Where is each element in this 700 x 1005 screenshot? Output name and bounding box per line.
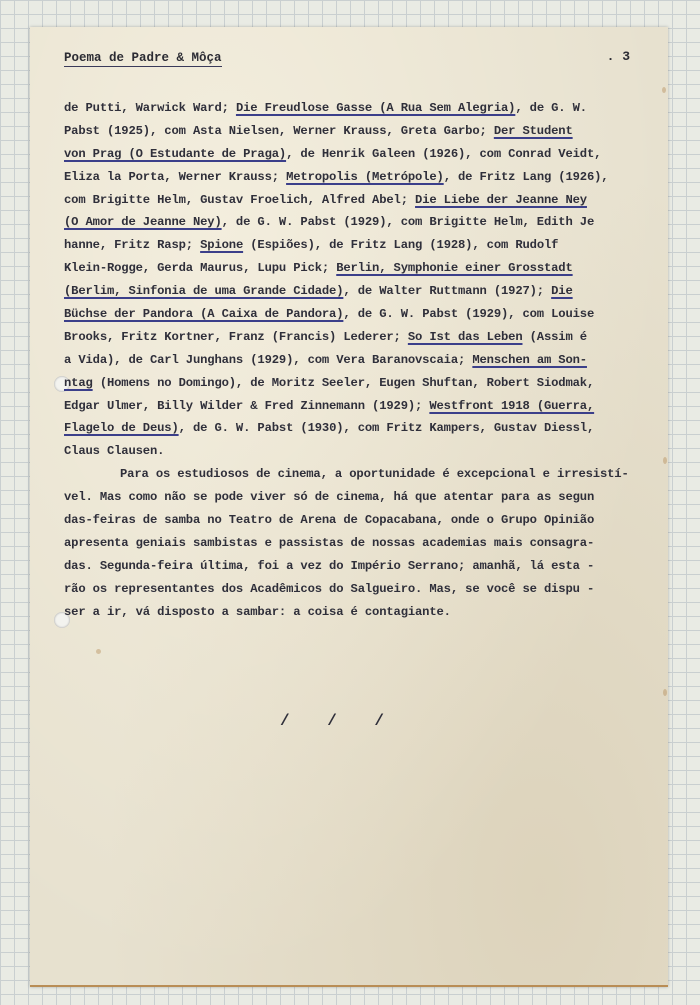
underlined-film-title: So Ist das Leben xyxy=(407,329,523,344)
text-line xyxy=(64,532,664,555)
underlined-film-title: Büchse der Pandora (A Caixa de Pandora) xyxy=(64,307,344,322)
text-segment: , de G. W. Pabst (1929), com Louise xyxy=(343,307,595,322)
text-line xyxy=(64,601,664,624)
text-segment: (Homens no Domingo), de Moritz Seeler, Eugen Shuftan, Robert Siodmak, xyxy=(92,375,595,390)
text-line xyxy=(64,166,664,189)
text-segment: Brooks, Fritz Kortner, Franz (Francis) Lederer; xyxy=(64,329,408,344)
underlined-film-title: von Prag (O Estudante de Praga) xyxy=(64,146,287,161)
body-text xyxy=(64,97,664,623)
text-segment: rão os representantes dos Acadêmicos do Salgueiro. Mas, se você se dispu - xyxy=(64,581,595,596)
text-line xyxy=(64,120,664,143)
text-line xyxy=(64,280,664,303)
rust-stain xyxy=(663,689,667,696)
underlined-film-title: Die Liebe der Jeanne Ney xyxy=(415,192,587,207)
text-line xyxy=(64,257,664,280)
underlined-film-title: Spione xyxy=(200,238,244,253)
text-line xyxy=(64,189,664,212)
text-segment: vel. Mas como não se pode viver só de cinema, há que atentar para as segun xyxy=(64,490,595,505)
text-line xyxy=(64,143,664,166)
underlined-film-title: Metropolis (Metrópole) xyxy=(286,169,444,184)
text-line xyxy=(64,440,664,463)
underlined-film-title: Westfront 1918 (Guerra, xyxy=(429,398,595,413)
text-line xyxy=(64,486,664,509)
text-line xyxy=(64,303,664,326)
text-segment: Pabst (1925), com Asta Nielsen, Werner Krauss, Greta Garbo; xyxy=(64,123,494,138)
text-segment: , de G. W. xyxy=(515,101,587,115)
text-line xyxy=(64,395,664,418)
running-header-title: Poema de Padre & Môça xyxy=(64,51,222,65)
rust-stain xyxy=(96,649,101,654)
text-segment: , de G. W. Pabst (1929), com Brigitte Helm, Edith Je xyxy=(221,215,595,230)
text-line xyxy=(64,417,664,440)
text-segment: ser a ir, vá disposto a sambar: a coisa é contagiante. xyxy=(64,604,451,619)
text-segment: das. Segunda-feira última, foi a vez do Império Serrano; amanhã, lá esta - xyxy=(64,558,595,573)
text-segment: a Vida), de Carl Junghans (1929), com Vera Baranovscaia; xyxy=(64,352,473,367)
closing-marks: / / / xyxy=(280,712,399,730)
text-line xyxy=(64,463,664,486)
underlined-film-title: Menschen am Son- xyxy=(472,352,587,367)
text-segment: (Espiões), de Fritz Lang (1928), com Rudolf xyxy=(243,238,559,253)
text-segment: , de Henrik Galeen (1926), com Conrad Veidt, xyxy=(286,146,602,161)
typewritten-page xyxy=(30,27,668,987)
text-segment: Claus Clausen. xyxy=(64,444,165,459)
text-line xyxy=(64,509,664,532)
text-segment: Edgar Ulmer, Billy Wilder & Fred Zinnemann (1929); xyxy=(64,398,430,413)
text-line xyxy=(64,234,664,257)
page-number: . 3 xyxy=(606,49,630,64)
text-segment: das-feiras de samba no Teatro de Arena de Copacabana, onde o Grupo Opinião xyxy=(64,513,595,528)
text-line xyxy=(64,555,664,578)
text-segment: com Brigitte Helm, Gustav Froelich, Alfred Abel; xyxy=(64,192,416,207)
text-segment: de Putti, Warwick Ward; xyxy=(64,101,236,115)
text-segment: , de Walter Ruttmann (1927); xyxy=(343,284,552,299)
text-line xyxy=(64,578,664,601)
text-segment: Para os estudiosos de cinema, a oportunidade é excepcional e irresistí- xyxy=(120,467,629,482)
text-line xyxy=(64,211,664,234)
text-segment: , de Fritz Lang (1926), xyxy=(443,169,609,184)
text-line xyxy=(64,326,664,349)
text-line xyxy=(64,97,664,120)
text-segment: (Assim é xyxy=(522,329,587,344)
text-segment: apresenta geniais sambistas e passistas de nossas academias mais consagra- xyxy=(64,535,595,550)
underlined-film-title: Die Freudlose Gasse (A Rua Sem Alegria) xyxy=(235,101,516,115)
rust-stain xyxy=(662,87,666,93)
underlined-film-title: Der Student xyxy=(493,123,573,138)
text-line xyxy=(64,372,664,395)
underlined-film-title: Berlin, Symphonie einer Grosstadt xyxy=(336,261,573,276)
text-segment: Klein-Rogge, Gerda Maurus, Lupu Pick; xyxy=(64,261,337,276)
text-segment: hanne, Fritz Rasp; xyxy=(64,238,201,253)
underlined-film-title: Flagelo de Deus) xyxy=(64,421,179,436)
text-segment: Eliza la Porta, Werner Krauss; xyxy=(64,169,287,184)
text-line xyxy=(64,349,664,372)
underlined-film-title: (O Amor de Jeanne Ney) xyxy=(64,215,222,230)
underlined-film-title: ntag xyxy=(64,375,93,390)
underlined-film-title: (Berlim, Sinfonia de uma Grande Cidade) xyxy=(64,284,344,299)
underlined-film-title: Die xyxy=(551,284,573,299)
text-segment: , de G. W. Pabst (1930), com Fritz Kampers, Gustav Diessl, xyxy=(178,421,595,436)
